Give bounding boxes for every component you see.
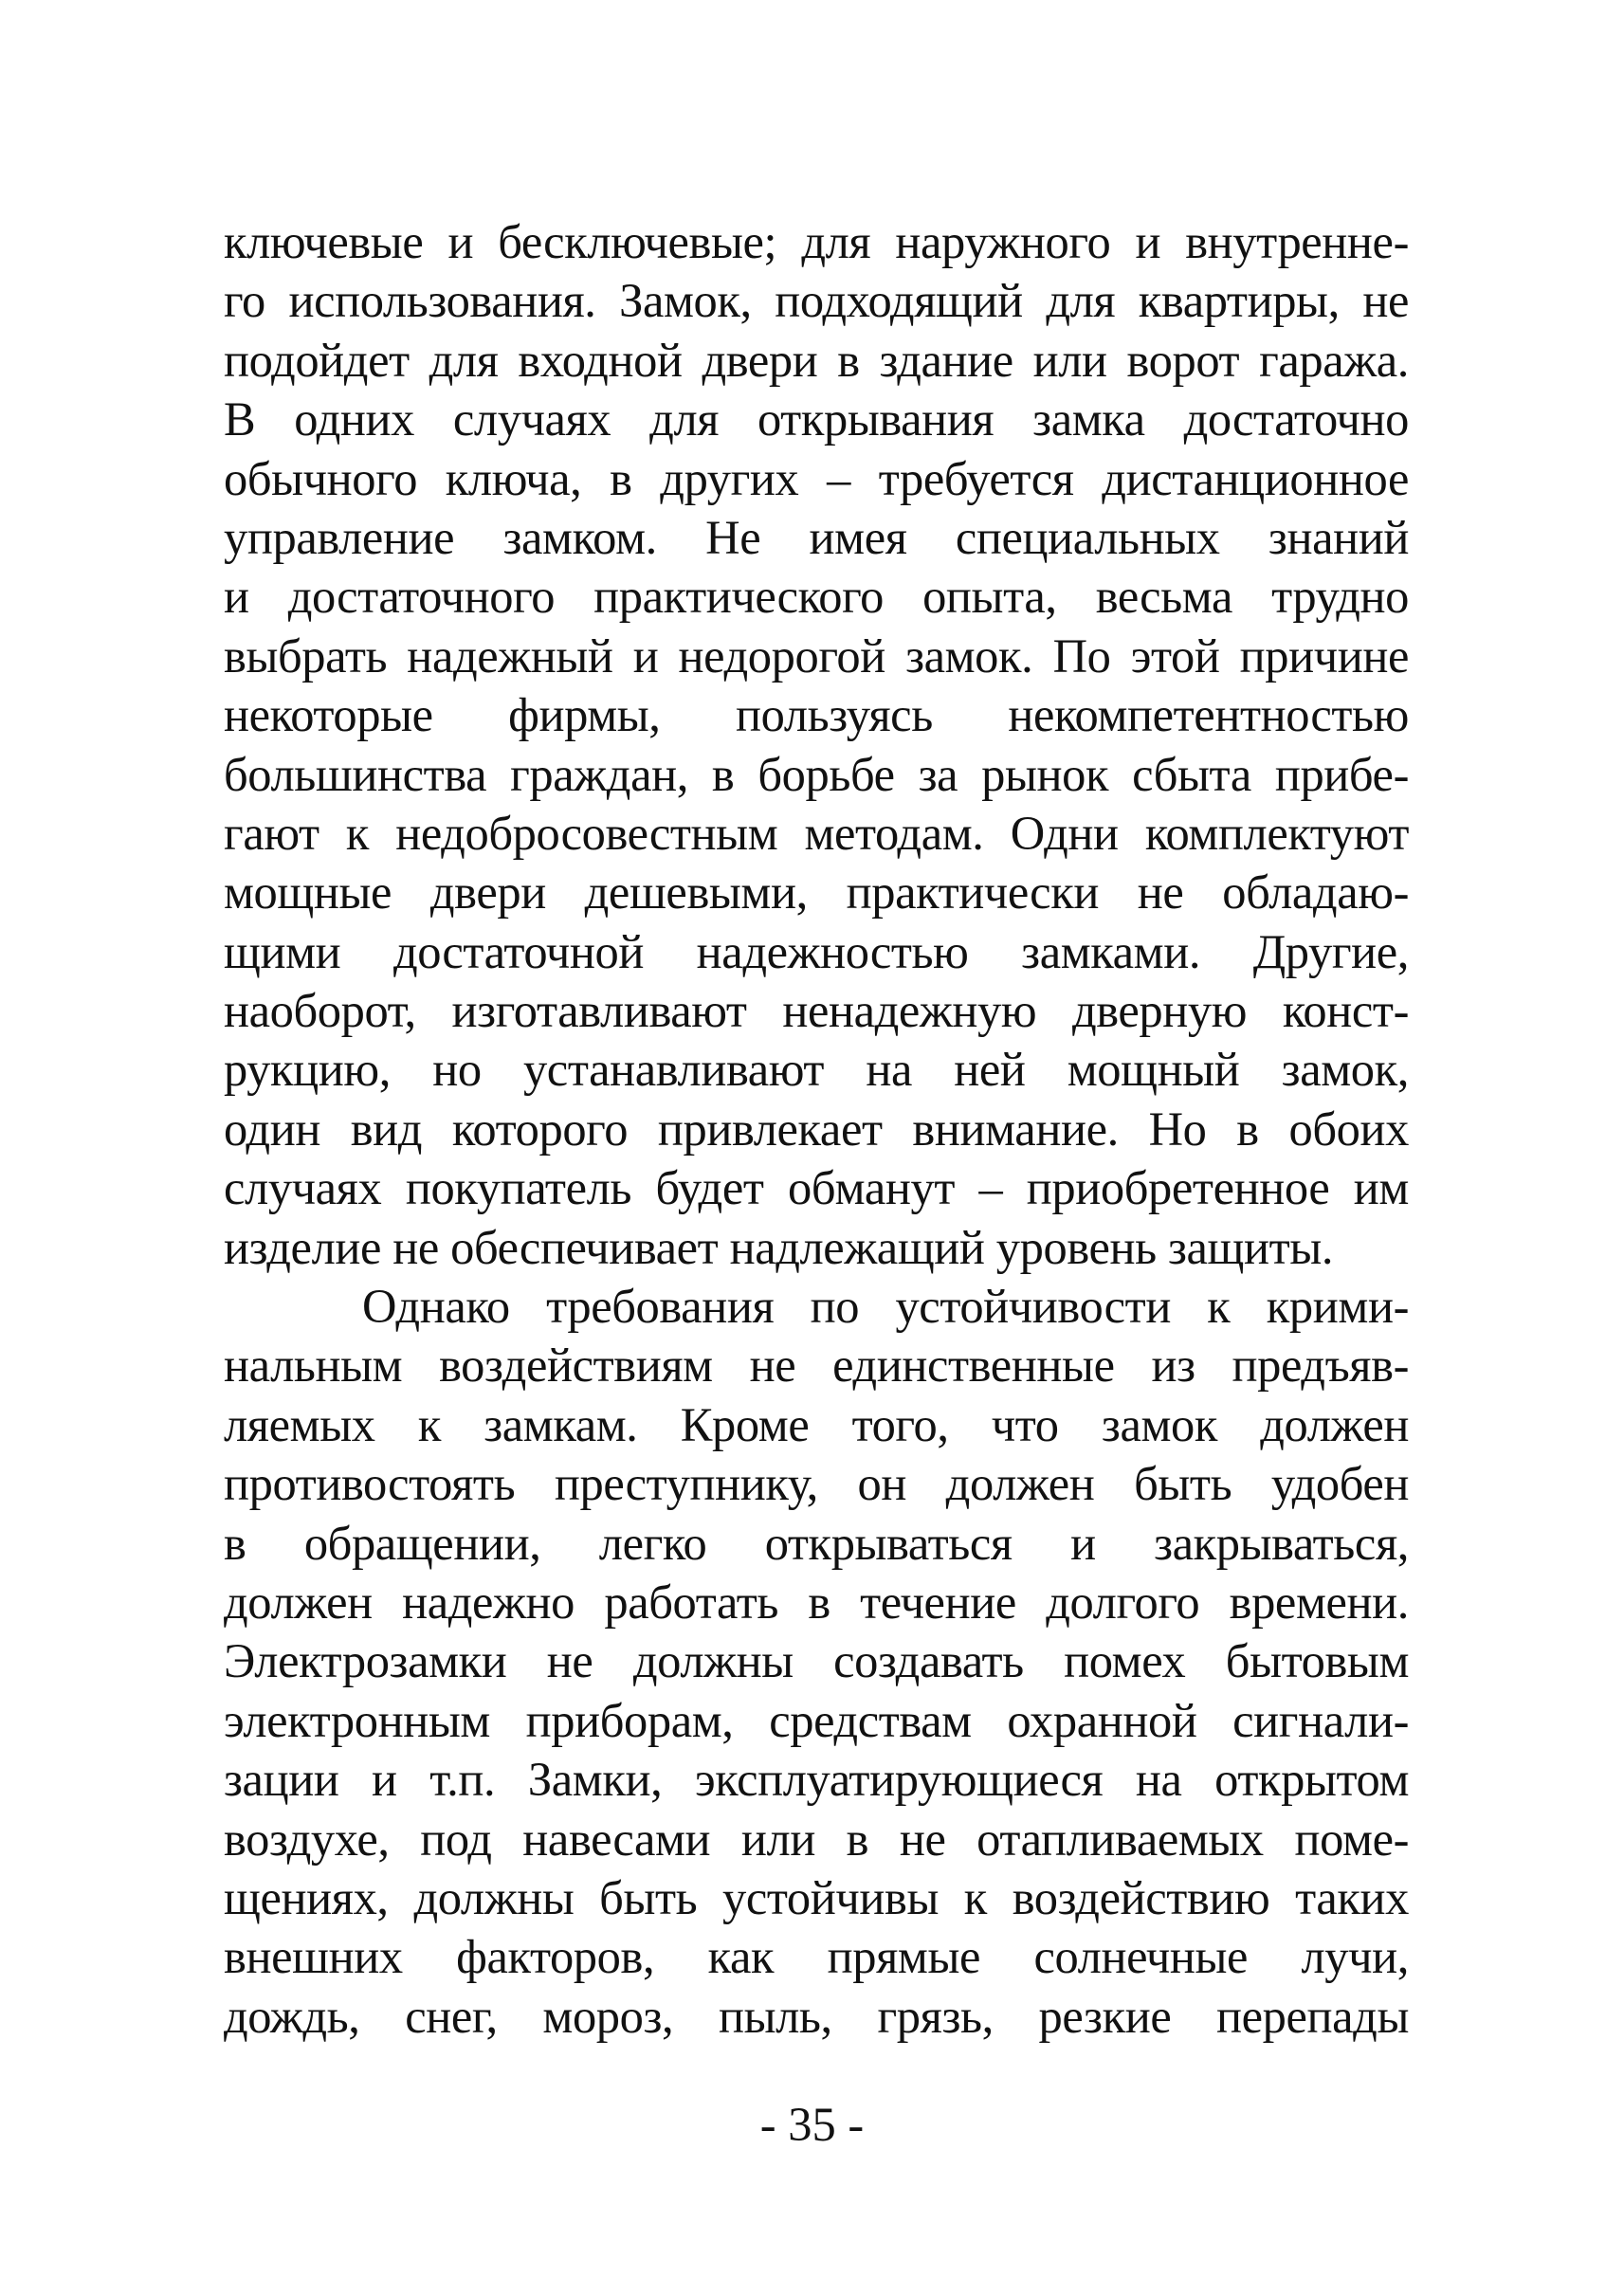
text-line: нальным воздействиям не единственные из предъяв-	[224, 1339, 1409, 1393]
text-line: дождь, снег, мороз, пыль, грязь, резкие перепады	[224, 1989, 1409, 2043]
text-line: воздухе, под навесами или в не отапливаемых поме-	[224, 1812, 1409, 1866]
text-line: наоборот, изготавливают ненадежную дверную конст-	[224, 984, 1409, 1038]
text-line: внешних факторов, как прямые солнечные лучи,	[224, 1930, 1409, 1984]
text-line: и достаточного практического опыта, весьма трудно	[224, 570, 1409, 624]
paragraph-first-line: Однако требования по устойчивости к крими-	[362, 1280, 1409, 1334]
text-line: го использования. Замок, подходящий для квартиры, не	[224, 274, 1409, 328]
text-line: электронным приборам, средствам охранной сигнали-	[224, 1693, 1409, 1747]
text-line: гают к недобросовестным методам. Одни комплектуют	[224, 806, 1409, 860]
text-line: подойдет для входной двери в здание или ворот гаража.	[224, 333, 1409, 387]
text-line: обычного ключа, в других – требуется дистанционное	[224, 451, 1409, 505]
body-text	[224, 212, 1409, 2046]
text-line: в обращении, легко открываться и закрываться,	[224, 1516, 1409, 1570]
text-line: должен надежно работать в течение долгого времени.	[224, 1575, 1409, 1629]
text-line: большинства граждан, в борьбе за рынок сбыта прибе-	[224, 747, 1409, 801]
text-line: рукцию, но устанавливают на ней мощный замок,	[224, 1043, 1409, 1097]
text-line: случаях покупатель будет обманут – приобретенное им	[224, 1161, 1409, 1215]
text-line: щениях, должны быть устойчивы к воздействию таких	[224, 1870, 1409, 1924]
text-line: противостоять преступнику, он должен быть удобен	[224, 1457, 1409, 1511]
text-line: мощные двери дешевыми, практически не обладаю-	[224, 865, 1409, 920]
text-line: изделие не обеспечивает надлежащий уровень защиты.	[224, 1220, 1334, 1274]
text-line: щими достаточной надежностью замками. Другие,	[224, 924, 1409, 978]
text-line: ляемых к замкам. Кроме того, что замок должен	[224, 1397, 1409, 1451]
text-line: зации и т.п. Замки, эксплуатирующиеся на открытом	[224, 1753, 1409, 1807]
page-number: - 35 -	[759, 2098, 865, 2151]
text-line: некоторые фирмы, пользуясь некомпетентностью	[224, 688, 1409, 742]
text-line: управление замком. Не имея специальных знаний	[224, 510, 1409, 564]
text-line: выбрать надежный и недорогой замок. По этой причине	[224, 628, 1409, 683]
text-line: Электрозамки не должны создавать помех бытовым	[224, 1634, 1409, 1688]
text-line: один вид которого привлекает внимание. Но в обоих	[224, 1102, 1409, 1156]
text-line: ключевые и бесключевые; для наружного и внутренне-	[224, 215, 1409, 268]
text-line: В одних случаях для открывания замка достаточно	[224, 392, 1409, 446]
